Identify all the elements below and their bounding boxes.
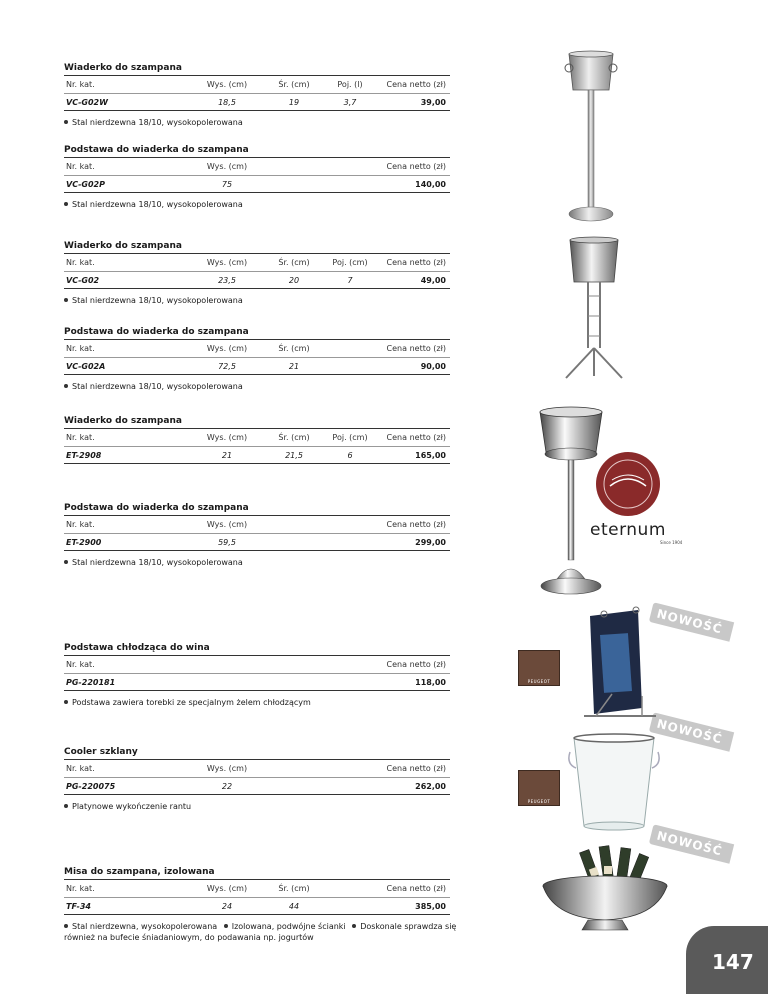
product-note: Stal nierdzewna 18/10, wysokopolerowana <box>64 199 450 210</box>
table-header-row <box>64 76 450 93</box>
table-row <box>64 673 450 690</box>
product-section <box>64 866 457 943</box>
bullet-icon <box>64 202 68 206</box>
catalog-number: PG-220181 <box>66 678 116 687</box>
cell <box>322 534 378 550</box>
table-header-row <box>64 656 450 673</box>
price: 385,00 <box>415 902 446 911</box>
header-cell <box>322 340 378 357</box>
cell: 18,5 <box>218 98 236 107</box>
cell: 23,5 <box>218 276 236 285</box>
bullet-icon <box>64 804 68 808</box>
section-title: Wiaderko do szampana <box>64 416 182 426</box>
price: 165,00 <box>415 451 446 460</box>
catalog-number: ET-2908 <box>66 451 102 460</box>
product-note: Stal nierdzewna 18/10, wysokopolerowana <box>64 117 450 128</box>
table-header-row <box>64 158 450 175</box>
catalog-number: VC-G02P <box>66 180 105 189</box>
header-cell: Śr. (cm) <box>278 884 310 893</box>
header-cell: Wys. (cm) <box>206 764 248 773</box>
section-title: Cooler szklany <box>64 747 138 757</box>
header-cell <box>322 656 378 673</box>
header-cell: Wys. (cm) <box>206 162 248 171</box>
header-cell <box>266 760 322 777</box>
header-cell: Wys. (cm) <box>206 884 248 893</box>
header-cell: Nr. kat. <box>66 520 95 529</box>
spec-table <box>64 515 450 551</box>
header-cell <box>266 516 322 533</box>
cell: 59,5 <box>218 538 236 547</box>
price: 39,00 <box>420 98 446 107</box>
header-cell: Cena netto (zł) <box>386 162 446 171</box>
price: 90,00 <box>420 362 446 371</box>
cell: 6 <box>347 451 353 460</box>
table-header-row <box>64 254 450 271</box>
cell: 44 <box>288 902 300 911</box>
header-cell: Śr. (cm) <box>278 258 310 267</box>
header-cell <box>322 158 378 175</box>
cell: 24 <box>221 902 233 911</box>
cell <box>322 674 378 690</box>
header-cell: Nr. kat. <box>66 884 95 893</box>
cell: 3,7 <box>343 98 357 107</box>
product-note: Stal nierdzewna 18/10, wysokopolerowana <box>64 295 450 306</box>
cell <box>266 674 322 690</box>
product-section <box>64 144 450 210</box>
section-title: Podstawa chłodząca do wina <box>64 643 210 653</box>
new-badge: NOWOŚĆ <box>649 602 735 642</box>
bullet-icon <box>64 924 68 928</box>
header-cell: Poj. (cm) <box>332 258 368 267</box>
wine-cooling-stand-image <box>576 604 662 722</box>
table-header-row <box>64 760 450 777</box>
header-cell <box>266 158 322 175</box>
spec-table <box>64 428 450 464</box>
header-cell: Nr. kat. <box>66 162 95 171</box>
header-cell: Poj. (l) <box>337 80 363 89</box>
table-row <box>64 357 450 374</box>
spec-table <box>64 879 450 915</box>
cell: 21 <box>288 362 300 371</box>
table-row <box>64 271 450 288</box>
spec-table <box>64 339 450 375</box>
peugeot-logo: PEUGEOT <box>518 650 560 686</box>
spec-table <box>64 253 450 289</box>
cell: 75 <box>221 180 233 189</box>
champagne-bucket-stand-image <box>555 48 627 228</box>
price: 118,00 <box>415 678 446 687</box>
product-note: Platynowe wykończenie rantu <box>64 801 450 812</box>
header-cell: Nr. kat. <box>66 433 95 442</box>
bullet-icon <box>64 560 68 564</box>
header-cell: Cena netto (zł) <box>386 258 446 267</box>
cell <box>322 176 378 192</box>
new-badge: NOWOŚĆ <box>649 824 735 864</box>
catalog-number: ET-2900 <box>66 538 102 547</box>
bullet-icon <box>352 924 356 928</box>
table-header-row <box>64 429 450 446</box>
product-note: Stal nierdzewna 18/10, wysokopolerowana <box>64 381 450 392</box>
product-section <box>64 415 450 464</box>
peugeot-logo: PEUGEOT <box>518 770 560 806</box>
header-cell <box>266 656 322 673</box>
section-title: Podstawa do wiaderka do szampana <box>64 503 249 513</box>
price: 140,00 <box>415 180 446 189</box>
header-cell: Cena netto (zł) <box>386 884 446 893</box>
cell <box>188 674 266 690</box>
bullet-icon <box>64 120 68 124</box>
section-title: Misa do szampana, izolowana <box>64 867 215 877</box>
product-section <box>64 746 450 812</box>
cell: 21,5 <box>285 451 303 460</box>
header-cell: Cena netto (zł) <box>386 520 446 529</box>
product-section <box>64 642 450 708</box>
cell <box>266 176 322 192</box>
cell: 19 <box>288 98 300 107</box>
header-cell: Cena netto (zł) <box>386 80 446 89</box>
cell <box>266 534 322 550</box>
catalog-number: VC-G02A <box>66 362 106 371</box>
eternum-logo: eternum <box>590 520 666 540</box>
bullet-icon <box>224 924 228 928</box>
section-title: Wiaderko do szampana <box>64 241 182 251</box>
price: 299,00 <box>415 538 446 547</box>
product-note: Stal nierdzewna 18/10, wysokopolerowana <box>64 557 450 568</box>
header-cell <box>322 516 378 533</box>
header-cell: Wys. (cm) <box>206 433 248 442</box>
catalog-number: PG-220075 <box>66 782 116 791</box>
product-section <box>64 240 450 306</box>
spec-table <box>64 75 450 111</box>
eternum-tagline: Since 1904 <box>660 540 683 545</box>
header-cell: Cena netto (zł) <box>386 764 446 773</box>
header-cell <box>322 880 378 897</box>
section-title: Podstawa do wiaderka do szampana <box>64 145 249 155</box>
header-cell <box>322 760 378 777</box>
cell <box>322 898 378 914</box>
header-cell: Śr. (cm) <box>278 344 310 353</box>
header-cell: Wys. (cm) <box>206 344 248 353</box>
cell: 20 <box>288 276 300 285</box>
product-section <box>64 502 450 568</box>
section-title: Podstawa do wiaderka do szampana <box>64 327 249 337</box>
product-note: Podstawa zawiera torebki ze specjalnym żelem chłodzącym <box>64 697 450 708</box>
price: 49,00 <box>420 276 446 285</box>
cell <box>322 778 378 794</box>
price: 262,00 <box>415 782 446 791</box>
new-badge: NOWOŚĆ <box>649 712 735 752</box>
table-row <box>64 175 450 192</box>
product-note: Stal nierdzewna, wysokopolerowana Izolowana, podwójne ścianki Doskonale sprawdza się również na bufecie śniadaniowym, do podawania np. jogurtów <box>64 922 457 942</box>
catalog-number: TF-34 <box>66 902 91 911</box>
spec-table <box>64 655 450 691</box>
header-cell: Nr. kat. <box>66 660 95 669</box>
header-cell: Cena netto (zł) <box>386 433 446 442</box>
header-cell: Poj. (cm) <box>332 433 368 442</box>
champagne-bowl-image <box>540 842 670 936</box>
spec-table <box>64 157 450 193</box>
header-cell: Nr. kat. <box>66 80 95 89</box>
table-row <box>64 777 450 794</box>
product-section <box>64 326 450 392</box>
catalog-number: VC-G02 <box>66 276 100 285</box>
table-header-row <box>64 340 450 357</box>
table-row <box>64 446 450 463</box>
header-cell: Cena netto (zł) <box>386 660 446 669</box>
table-header-row <box>64 880 450 897</box>
table-row <box>64 93 450 110</box>
catalog-number: VC-G02W <box>66 98 108 107</box>
cell <box>266 778 322 794</box>
champagne-bucket-tripod-image <box>558 236 630 382</box>
spec-table <box>64 759 450 795</box>
section-title: Wiaderko do szampana <box>64 63 182 73</box>
header-cell: Nr. kat. <box>66 258 95 267</box>
header-cell: Nr. kat. <box>66 764 95 773</box>
header-cell: Cena netto (zł) <box>386 344 446 353</box>
table-row <box>64 897 450 914</box>
header-cell: Nr. kat. <box>66 344 95 353</box>
cell: 72,5 <box>218 362 236 371</box>
cell: 7 <box>347 276 353 285</box>
header-cell: Wys. (cm) <box>206 520 248 529</box>
bullet-icon <box>64 384 68 388</box>
header-cell: Wys. (cm) <box>206 80 248 89</box>
bullet-icon <box>64 700 68 704</box>
table-row <box>64 533 450 550</box>
table-header-row <box>64 516 450 533</box>
header-cell: Wys. (cm) <box>206 258 248 267</box>
glass-cooler-image <box>566 732 662 832</box>
cell: 21 <box>221 451 233 460</box>
header-cell: Śr. (cm) <box>278 80 310 89</box>
header-cell <box>188 656 266 673</box>
bullet-icon <box>64 298 68 302</box>
premium-seal-icon <box>594 450 662 518</box>
cell: 22 <box>221 782 233 791</box>
cell <box>322 358 378 374</box>
page-number: 147 <box>686 926 768 994</box>
product-section <box>64 62 450 128</box>
header-cell: Śr. (cm) <box>278 433 310 442</box>
